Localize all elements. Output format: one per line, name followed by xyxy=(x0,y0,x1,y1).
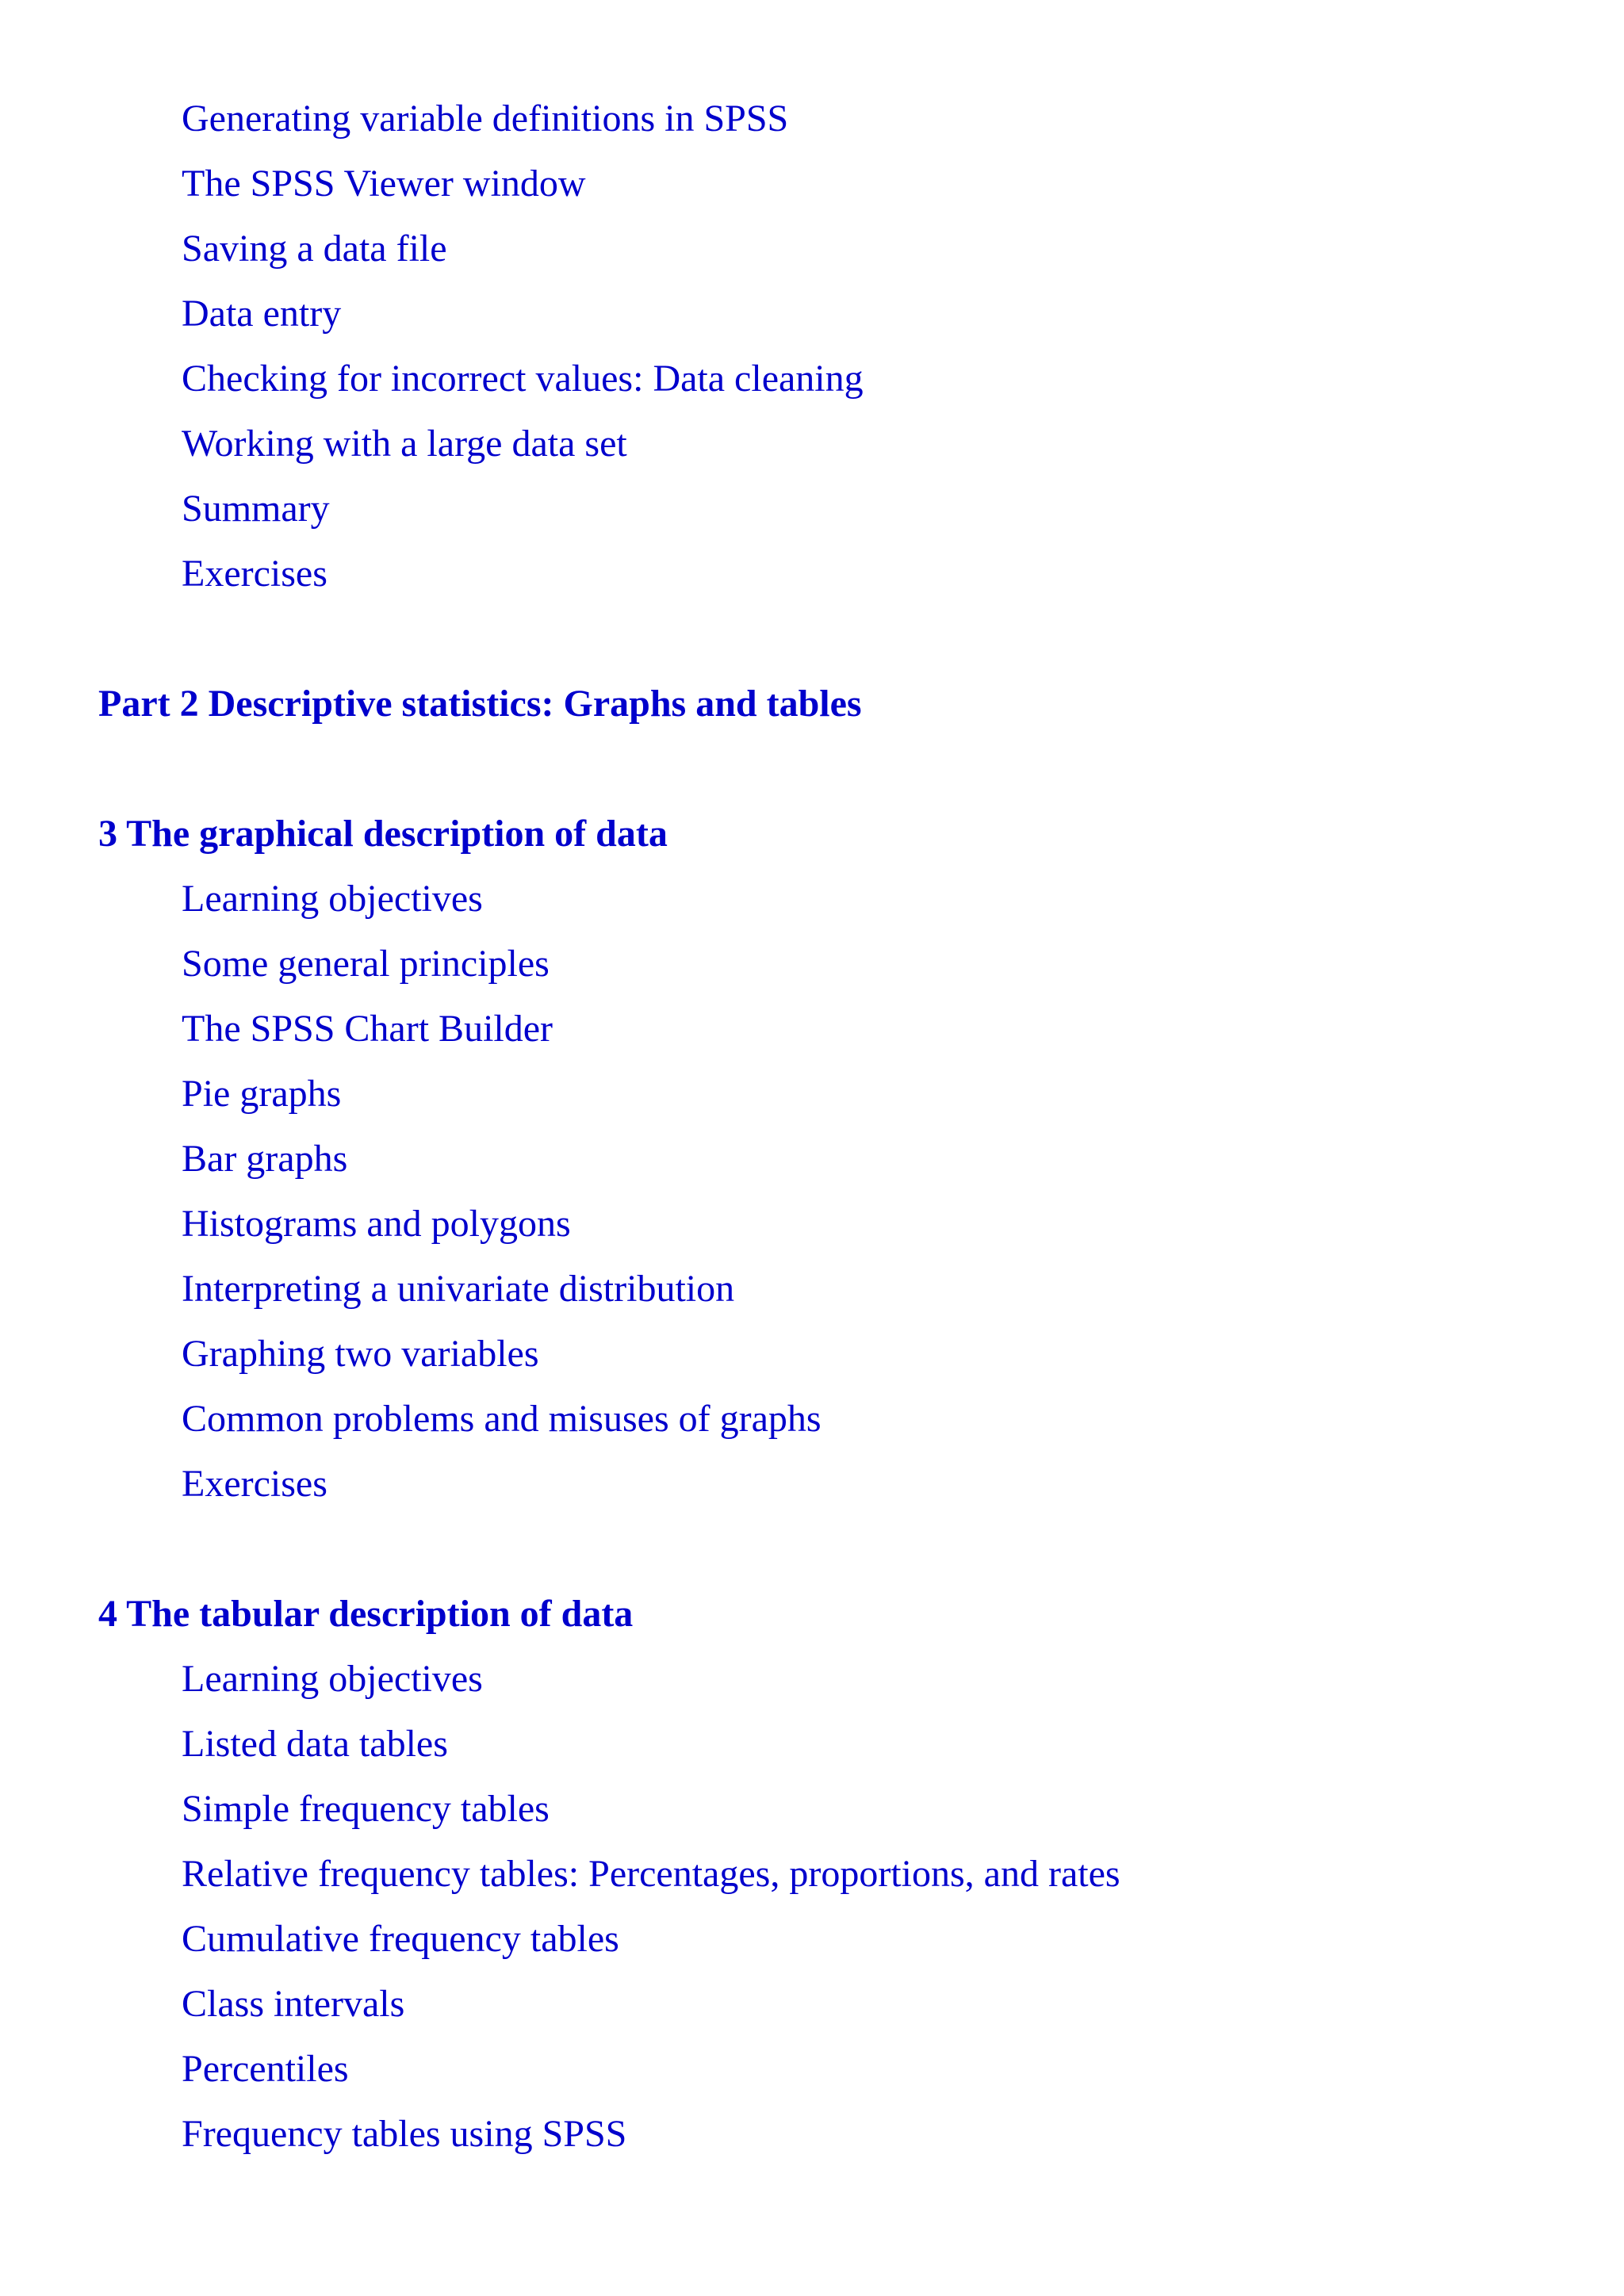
toc-entry-misuses-of-graphs[interactable]: Common problems and misuses of graphs xyxy=(182,1398,822,1440)
toc-entry-listed-data-tables[interactable]: Listed data tables xyxy=(182,1723,448,1765)
toc-entry-univariate-distribution[interactable]: Interpreting a univariate distribution xyxy=(182,1268,735,1310)
toc-entry-bar-graphs[interactable]: Bar graphs xyxy=(182,1138,348,1180)
toc-entry-frequency-tables-spss[interactable]: Frequency tables using SPSS xyxy=(182,2113,627,2155)
toc-entry-class-intervals[interactable]: Class intervals xyxy=(182,1983,405,2025)
toc-entry-spss-viewer-window[interactable]: The SPSS Viewer window xyxy=(182,163,586,205)
toc-entry-large-data-set[interactable]: Working with a large data set xyxy=(182,423,627,465)
toc-entry-learning-objectives[interactable]: Learning objectives xyxy=(182,878,483,920)
toc-entry-cumulative-frequency-tables[interactable]: Cumulative frequency tables xyxy=(182,1918,619,1960)
toc-entry-summary[interactable]: Summary xyxy=(182,488,330,530)
toc-entry-percentiles[interactable]: Percentiles xyxy=(182,2048,349,2090)
toc-chapter-4-heading[interactable]: 4 The tabular description of data xyxy=(98,1593,634,1635)
toc-entry-data-entry[interactable]: Data entry xyxy=(182,293,342,335)
toc-entry-general-principles[interactable]: Some general principles xyxy=(182,943,550,985)
toc-entry-saving-data-file[interactable]: Saving a data file xyxy=(182,228,447,270)
toc-part-2-heading[interactable]: Part 2 Descriptive statistics: Graphs and tables xyxy=(98,683,862,725)
toc-entry-histograms-polygons[interactable]: Histograms and polygons xyxy=(182,1203,571,1245)
toc-entry-learning-objectives[interactable]: Learning objectives xyxy=(182,1658,483,1700)
toc-entry-relative-frequency-tables[interactable]: Relative frequency tables: Percentages, proportions, and rates xyxy=(182,1853,1120,1895)
toc-chapter-3-heading[interactable]: 3 The graphical description of data xyxy=(98,813,668,855)
toc-entry-exercises[interactable]: Exercises xyxy=(182,1463,327,1505)
toc-entry-pie-graphs[interactable]: Pie graphs xyxy=(182,1073,342,1115)
toc-entry-exercises[interactable]: Exercises xyxy=(182,553,327,595)
toc-entry-generating-variable-definitions[interactable]: Generating variable definitions in SPSS xyxy=(182,98,789,140)
toc-entry-simple-frequency-tables[interactable]: Simple frequency tables xyxy=(182,1788,550,1830)
toc-entry-graphing-two-variables[interactable]: Graphing two variables xyxy=(182,1333,539,1375)
toc-entry-data-cleaning[interactable]: Checking for incorrect values: Data cleaning xyxy=(182,358,864,400)
toc-entry-spss-chart-builder[interactable]: The SPSS Chart Builder xyxy=(182,1008,553,1050)
